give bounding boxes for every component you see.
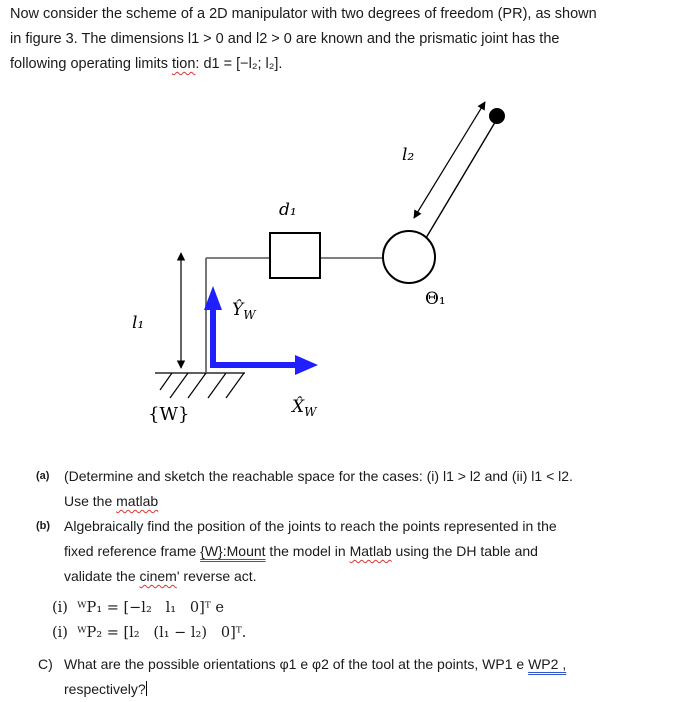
intro-line-3-prefix: following operating limits (10, 56, 172, 72)
question-b-line-2 (64, 539, 676, 564)
text-cursor (146, 681, 147, 696)
question-b-line-2-suffix: using the DH table and (391, 543, 538, 559)
equation-p1: (i) ᵂP₁ = [−l₂ l₁ 0]ᵀ e (52, 600, 225, 616)
question-a-line-2 (64, 489, 676, 514)
equation-p2: (i) ᵂP₂ = [l₂ (l₁ − l₂) 0]ᵀ. (52, 625, 247, 641)
question-c-line-2-text: respectively? (64, 681, 146, 697)
label-theta1: Θ₁ (425, 289, 446, 309)
l2-dimension-arrow (414, 102, 485, 218)
question-b-line-2-mid: the model in (265, 543, 350, 559)
label-d1: d₁ (279, 200, 297, 220)
label-l2: l₂ (402, 145, 415, 165)
spellcheck-flag-matlab[interactable]: matlab (116, 493, 159, 509)
question-b (36, 514, 676, 589)
intro-paragraph (10, 2, 690, 77)
intro-line-2: in figure 3. The dimensions l1 > 0 and l2 > 0 are known and the prismatic joint has the (10, 31, 560, 47)
ground-base (155, 373, 245, 398)
label-frame-w: {W} (148, 404, 190, 425)
intro-line-3-suffix: : d1 = [−l₂; l₂]. (195, 56, 283, 72)
question-a (36, 464, 676, 514)
question-c-line-1-prefix: What are the possible orientations φ1 e φ2 of the tool at the points, WP1 e (64, 656, 529, 672)
label-xw-main: X̂ (292, 397, 305, 417)
question-b-line-3-suffix: ' reverse act. (176, 568, 257, 584)
question-c-tag: C) (38, 656, 53, 672)
label-xw (290, 397, 318, 419)
spellcheck-flag-wp2[interactable]: WP2 , (528, 656, 567, 672)
spellcheck-flag-cinem[interactable]: cinem (139, 568, 177, 584)
question-c-line-1 (38, 652, 678, 677)
label-yw-main: Ŷ (232, 300, 244, 320)
question-b-line-2-prefix: fixed reference frame (64, 543, 201, 559)
question-c-line-2[interactable] (38, 677, 678, 702)
question-b-line-1: Algebraically find the position of the joints to reach the points represented in the (64, 518, 557, 534)
question-c (38, 652, 678, 702)
spellcheck-flag-tion[interactable]: tion (172, 56, 196, 72)
intro-line-1: Now consider the scheme of a 2D manipulator with two degrees of freedom (PR), as shown (10, 6, 597, 22)
question-a-line-2-prefix: Use the (64, 493, 117, 509)
end-effector (489, 108, 505, 124)
prismatic-joint (270, 233, 320, 278)
world-axes (204, 286, 318, 375)
question-b-line-3 (64, 564, 676, 589)
revolute-joint (383, 231, 435, 283)
link-2 (426, 119, 497, 238)
label-l1: l₁ (132, 313, 145, 333)
manipulator-figure (0, 90, 560, 460)
question-list (36, 464, 676, 589)
question-b-tag: (b) (36, 520, 51, 532)
label-xw-sub: W (304, 405, 317, 419)
question-a-tag: (a) (36, 470, 50, 482)
question-b-line-3-prefix: validate the (64, 568, 140, 584)
label-yw (232, 299, 257, 322)
question-a-line-1: (Determine and sketch the reachable space for the cases: (i) l1 > l2 and (ii) l1 < l2. (64, 468, 573, 484)
intro-line-3 (10, 52, 690, 77)
equations (52, 596, 246, 646)
spellcheck-flag-mount[interactable]: {W}:Mount (200, 543, 266, 559)
spellcheck-flag-matlab-2[interactable]: Matlab (349, 543, 392, 559)
label-yw-sub: W (243, 308, 256, 322)
